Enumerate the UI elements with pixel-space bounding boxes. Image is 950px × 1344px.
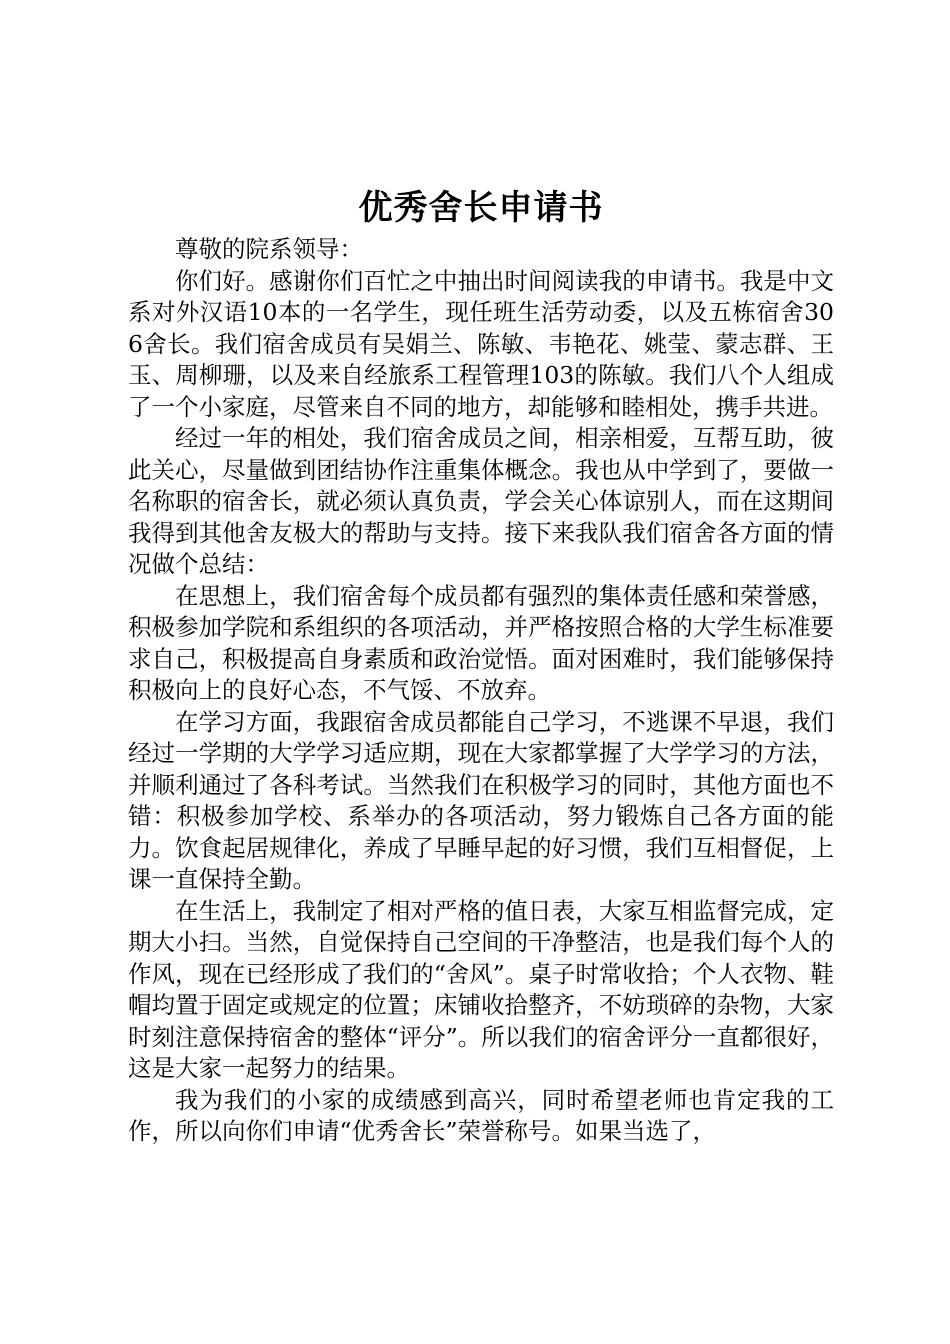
paragraph-life: 在生活上，我制定了相对严格的值日表，大家互相监督完成，定期大小扫。当然，自觉保持自己空间的干净整洁，也是我们每个人的作风，现在已经形成了我们的“舍风”。桌子时常收拾；个人衣物、鞋帽均置于固定或规定的位置；床铺收拾整齐，不妨琐碎的杂物，大家时刻注意保持宿舍的整体“评分”。所以我们的宿舍评分一直都很好，这是大家一起努力的结果。: [128, 896, 834, 1082]
paragraph-summary-intro: 经过一年的相处，我们宿舍成员之间，相亲相爱，互帮互助，彼此关心，尽量做到团结协作注重集体概念。我也从中学到了，要做一名称职的宿舍长，就必须认真负责，学会关心体谅别人，而在这期间我得到其他舍友极大的帮助与支持。接下来我队我们宿舍各方面的情况做个总结：: [128, 424, 834, 578]
paragraph-ideology: 在思想上，我们宿舍每个成员都有强烈的集体责任感和荣誉感，积极参加学院和系组织的各项活动，并严格按照合格的大学生标准要求自己，积极提高自身素质和政治觉悟。面对困难时，我们能够保持积极向上的良好心态，不气馁、不放弃。: [128, 581, 834, 704]
paragraph-request: 我为我们的小家的成绩感到高兴，同时希望老师也肯定我的工作，所以向你们申请“优秀舍长”荣誉称号。如果当选了，: [128, 1085, 834, 1145]
paragraph-greeting: 你们好。感谢你们百忙之中抽出时间阅读我的申请书。我是中文系对外汉语10本的一名学生，现任班生活劳动委，以及五栋宿舍306舍长。我们宿舍成员有吴娟兰、陈敏、韦艳花、姚莹、蒙志群、王玉、周柳珊，以及来自经旅系工程管理103的陈敏。我们八个人组成了一个小家庭，尽管来自不同的地方，却能够和睦相处，携手共进。: [128, 266, 834, 421]
salutation: 尊敬的院系领导：: [175, 235, 363, 263]
document-title: 优秀舍长申请书: [358, 188, 604, 228]
paragraph-study: 在学习方面，我跟宿舍成员都能自己学习，不逃课不早退，我们经过一学期的大学学习适应期，现在大家都掌握了大学学习的方法，并顺利通过了各科考试。当然我们在积极学习的同时，其他方面也不错：积极参加学校、系举办的各项活动，努力锻炼自己各方面的能力。饮食起居规律化，养成了早睡早起的好习惯，我们互相督促，上课一直保持全勤。: [128, 707, 834, 893]
document-body: [128, 234, 834, 1148]
